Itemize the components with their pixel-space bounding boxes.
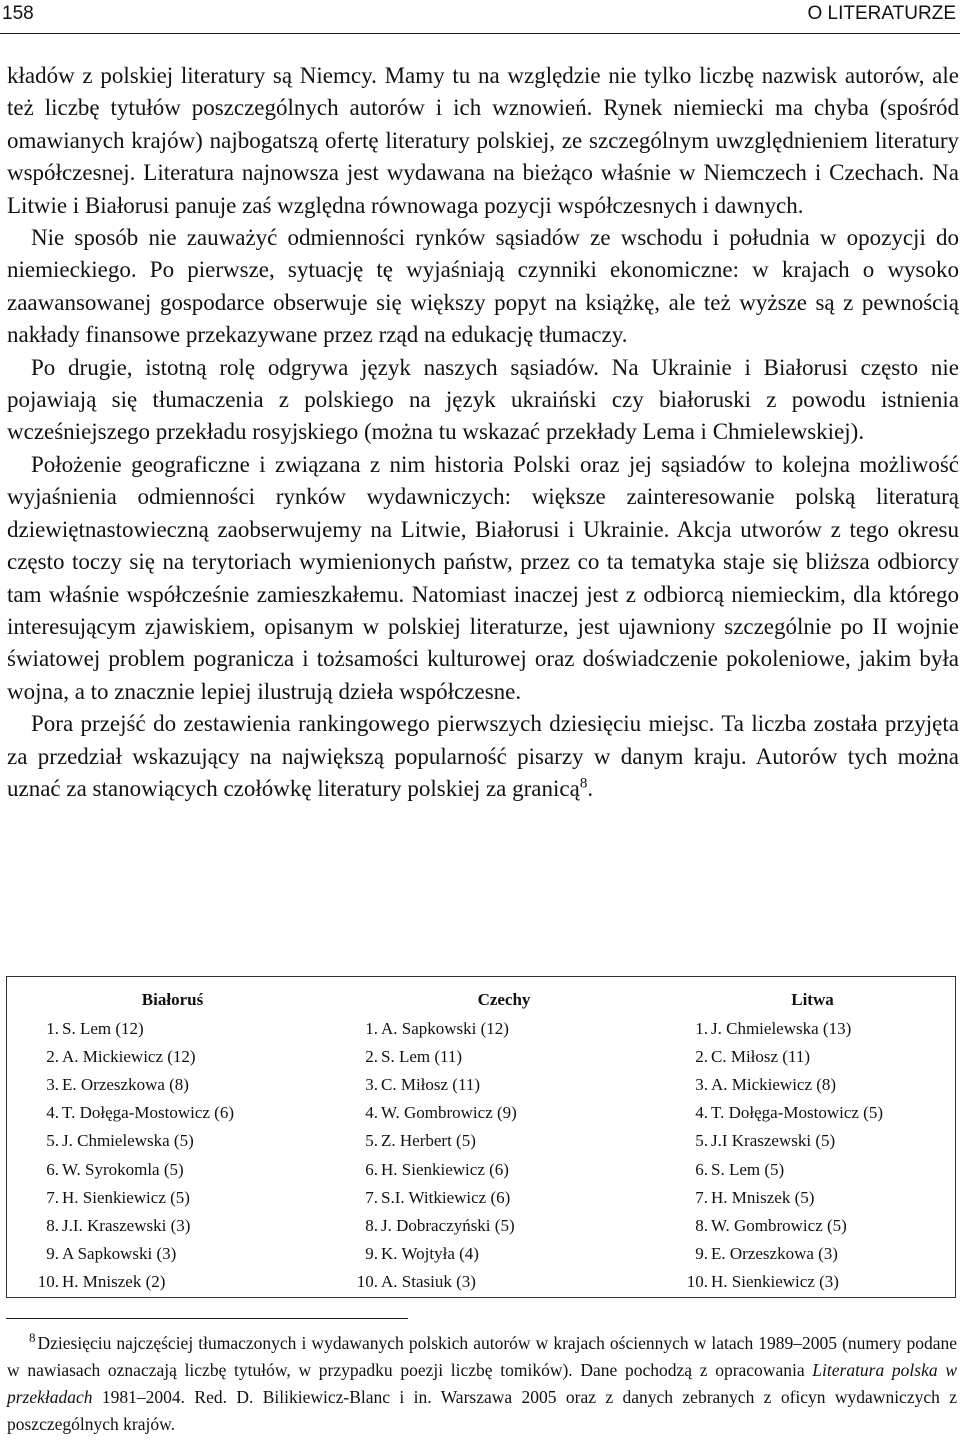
paragraph: Po drugie, istotną rolę odgrywa język naszych sąsiadów. Na Ukrainie i Białorusi często nie pojawiają się tłumaczenia z polskiego na język ukraiński czy białoruski z powodu istnienia wcześniejszego przekładu rosyjskiego (można tu wskazać przekłady Lema i Chmielewskiej). xyxy=(7,354,959,445)
ranking-cell-bialorus xyxy=(7,1240,338,1268)
ranking-cell-czechy xyxy=(338,1043,670,1071)
rank-number: 8. xyxy=(365,1215,378,1235)
author-entry: E. Orzeszkowa (3) xyxy=(711,1243,838,1263)
rank-number: 9. xyxy=(46,1243,59,1263)
footnote-separator xyxy=(6,1318,408,1319)
author-entry: H. Sienkiewicz (3) xyxy=(711,1271,839,1291)
paragraph-text: Pora przejść do zestawienia rankingowego pierwszych dziesięciu miejsc. Ta liczba została przyjęta za przedział wskazujący na największą popularność pisarzy w danym kraju. Autorów tych można uznać za stanowiących czołówkę literatury polskiej za granicą xyxy=(7,711,959,801)
paragraph-end: . xyxy=(587,775,594,801)
author-entry: H. Mniszek (2) xyxy=(62,1271,166,1291)
table-row xyxy=(7,1071,955,1099)
table-row xyxy=(7,1184,955,1212)
author-entry: J. Chmielewska (5) xyxy=(62,1131,194,1151)
rank-number: 8. xyxy=(695,1215,708,1235)
author-entry: T. Dołęga-Mostowicz (6) xyxy=(62,1103,234,1123)
author-entry: W. Gombrowicz (9) xyxy=(381,1103,517,1123)
author-entry: A. Sapkowski (12) xyxy=(381,1019,509,1039)
author-entry: C. Miłosz (11) xyxy=(711,1047,811,1067)
rank-number: 5. xyxy=(695,1131,708,1151)
footnote-cited-title: Literatura polska w przekładach xyxy=(7,1360,957,1407)
rank-number: 10. xyxy=(686,1271,708,1291)
ranking-table-body xyxy=(7,1015,955,1296)
ranking-cell-litwa xyxy=(670,1184,955,1212)
footnote-text-end: 1981–2004. Red. D. Bilikiewicz-Blanc i in. Warszawa 2005 oraz z danych zebranych z oficyn wydawniczych z poszczególnych krajów. xyxy=(7,1387,957,1434)
ranking-cell-czechy xyxy=(338,1127,670,1155)
rank-number: 2. xyxy=(365,1047,378,1067)
ranking-cell-czechy xyxy=(338,1099,670,1127)
author-entry: S. Lem (5) xyxy=(711,1159,785,1179)
rank-number: 5. xyxy=(46,1131,59,1151)
ranking-cell-bialorus xyxy=(7,1099,338,1127)
author-entry: W. Syrokomla (5) xyxy=(62,1159,184,1179)
author-entry: H. Mniszek (5) xyxy=(711,1187,815,1207)
running-header xyxy=(2,2,956,26)
ranking-cell-litwa xyxy=(670,1240,955,1268)
ranking-cell-litwa xyxy=(670,1015,955,1043)
author-entry: J. Dobraczyński (5) xyxy=(381,1215,515,1235)
ranking-cell-bialorus xyxy=(7,1071,338,1099)
column-header-bialorus: Białoruś xyxy=(141,990,204,1009)
ranking-cell-czechy xyxy=(338,1015,670,1043)
ranking-cell-czechy xyxy=(338,1240,670,1268)
author-entry: J. Chmielewska (13) xyxy=(711,1019,852,1039)
author-entry: T. Dołęga-Mostowicz (5) xyxy=(711,1103,883,1123)
author-entry: S.I. Witkiewicz (6) xyxy=(381,1187,511,1207)
author-entry: A. Stasiuk (3) xyxy=(381,1271,476,1291)
header-rule xyxy=(0,33,960,34)
column-header-litwa: Litwa xyxy=(791,990,834,1009)
table-row xyxy=(7,1240,955,1268)
rank-number: 7. xyxy=(365,1187,378,1207)
paragraph: Nie sposób nie zauważyć odmienności rynków sąsiadów ze wschodu i południa w opozycji do niemieckiego. Po pierwsze, sytuację tę wyjaśniają czynniki ekonomiczne: w krajach o wysoko zaawansowanej gospodarce obserwuje się większy popyt na książkę, ale też wyższe są z pewnością nakłady finansowe przekazywane przez rząd na edukację tłumaczy. xyxy=(7,225,959,348)
author-entry: H. Sienkiewicz (5) xyxy=(62,1187,190,1207)
ranking-cell-bialorus xyxy=(7,1268,338,1296)
rank-number: 1. xyxy=(365,1019,378,1039)
rank-number: 10. xyxy=(356,1271,378,1291)
rank-number: 7. xyxy=(695,1187,708,1207)
ranking-cell-bialorus xyxy=(7,1184,338,1212)
author-entry: S. Lem (12) xyxy=(62,1019,144,1039)
ranking-cell-bialorus xyxy=(7,1155,338,1183)
ranking-cell-bialorus xyxy=(7,1015,338,1043)
ranking-cell-litwa xyxy=(670,1043,955,1071)
paragraph: Położenie geograficzne i związana z nim historia Polski oraz jej sąsiadów to kolejna możliwość wyjaśnienia odmienności rynków wydawniczych: większe zainteresowanie polską literaturą dziewiętnastowieczną zaobserwujemy na Litwie, Białorusi i Ukrainie. Akcja utworów z tego okresu często toczy się na terytoriach wymienionych państw, przez co ta tematyka staje się bliższa odbiorcy tam właśnie współcześnie zamieszkałemu. Natomiast inaczej jest z odbiorcą niemieckim, dla którego interesującym zjawiskiem, opisanym w polskiej literaturze, jest ujawniony szczególnie po II wojnie światowej problem pogranicza i tożsamości kulturowej oraz doświadczenie pokoleniowe, jakim była wojna, a to znacznie lepiej ilustrują dzieła współczesne. xyxy=(7,451,959,704)
author-entry: A. Mickiewicz (12) xyxy=(62,1047,196,1067)
rank-number: 6. xyxy=(695,1159,708,1179)
body-text xyxy=(7,60,959,805)
author-entry: J.I. Kraszewski (3) xyxy=(62,1215,191,1235)
author-entry: Z. Herbert (5) xyxy=(381,1131,476,1151)
ranking-cell-czechy xyxy=(338,1155,670,1183)
author-entry: H. Sienkiewicz (6) xyxy=(381,1159,509,1179)
table-row xyxy=(7,1127,955,1155)
rank-number: 9. xyxy=(695,1243,708,1263)
rank-number: 3. xyxy=(46,1075,59,1095)
table-header-row xyxy=(7,985,955,1015)
rank-number: 6. xyxy=(365,1159,378,1179)
footnote-text: Dziesięciu najczęściej tłumaczonych i wydawanych polskich autorów w krajach ościennych w latach 1989–2005 (numery podane w nawiasach oznaczają liczbę tytułów, w przypadku poezji liczbę tomików). Dane pochodzą z opracowania xyxy=(7,1333,957,1380)
ranking-cell-czechy xyxy=(338,1268,670,1296)
ranking-cell-czechy xyxy=(338,1212,670,1240)
rank-number: 4. xyxy=(365,1103,378,1123)
rank-number: 2. xyxy=(695,1047,708,1067)
rank-number: 4. xyxy=(695,1103,708,1123)
rank-number: 1. xyxy=(46,1019,59,1039)
author-entry: E. Orzeszkowa (8) xyxy=(62,1075,189,1095)
running-title: O LITERATURZE xyxy=(807,3,956,24)
author-entry: J.I Kraszewski (5) xyxy=(711,1131,836,1151)
table-row xyxy=(7,1155,955,1183)
rank-number: 3. xyxy=(695,1075,708,1095)
ranking-cell-litwa xyxy=(670,1212,955,1240)
table-row xyxy=(7,1212,955,1240)
rank-number: 5. xyxy=(365,1131,378,1151)
column-header-czechy: Czechy xyxy=(477,990,531,1009)
ranking-cell-bialorus xyxy=(7,1212,338,1240)
rank-number: 1. xyxy=(695,1019,708,1039)
ranking-cell-bialorus xyxy=(7,1043,338,1071)
footnote-mark: 8 xyxy=(29,1330,36,1346)
author-entry: W. Gombrowicz (5) xyxy=(711,1215,847,1235)
ranking-cell-litwa xyxy=(670,1127,955,1155)
table-row xyxy=(7,1043,955,1071)
ranking-cell-bialorus xyxy=(7,1127,338,1155)
table-row xyxy=(7,1099,955,1127)
author-entry: K. Wojtyła (4) xyxy=(381,1243,479,1263)
ranking-cell-litwa xyxy=(670,1155,955,1183)
rank-number: 3. xyxy=(365,1075,378,1095)
author-entry: A Sapkowski (3) xyxy=(62,1243,177,1263)
page-number: 158 xyxy=(2,3,34,24)
rank-number: 9. xyxy=(365,1243,378,1263)
rank-number: 4. xyxy=(46,1103,59,1123)
table-row xyxy=(7,1015,955,1043)
rank-number: 2. xyxy=(46,1047,59,1067)
rank-number: 10. xyxy=(37,1271,59,1291)
table-row xyxy=(7,1268,955,1296)
rank-number: 8. xyxy=(46,1215,59,1235)
ranking-cell-litwa xyxy=(670,1099,955,1127)
ranking-cell-czechy xyxy=(338,1071,670,1099)
ranking-cell-czechy xyxy=(338,1184,670,1212)
paragraph xyxy=(7,708,959,805)
rank-number: 7. xyxy=(46,1187,59,1207)
footnote xyxy=(7,1330,957,1438)
rank-number: 6. xyxy=(46,1159,59,1179)
paragraph: kładów z polskiej literatury są Niemcy. Mamy tu na względzie nie tylko liczbę nazwisk autorów, ale też liczbę tytułów poszczególnych autorów i ich wznowień. Rynek niemiecki ma chyba (spośród omawianych krajów) najbogatszą ofertę literatury polskiej, ze szczególnym uwzględnieniem literatury współczesnej. Literatura najnowsza jest wydawana na bieżąco właśnie w Niemczech i Czechach. Na Litwie i Białorusi panuje zaś względna równowaga pozycji współczesnych i dawnych. xyxy=(7,63,959,218)
ranking-cell-litwa xyxy=(670,1268,955,1296)
footnote-reference[interactable]: 8 xyxy=(579,775,588,792)
ranking-table xyxy=(6,976,956,1298)
author-entry: S. Lem (11) xyxy=(381,1047,463,1067)
ranking-cell-litwa xyxy=(670,1071,955,1099)
author-entry: C. Miłosz (11) xyxy=(381,1075,481,1095)
author-entry: A. Mickiewicz (8) xyxy=(711,1075,837,1095)
